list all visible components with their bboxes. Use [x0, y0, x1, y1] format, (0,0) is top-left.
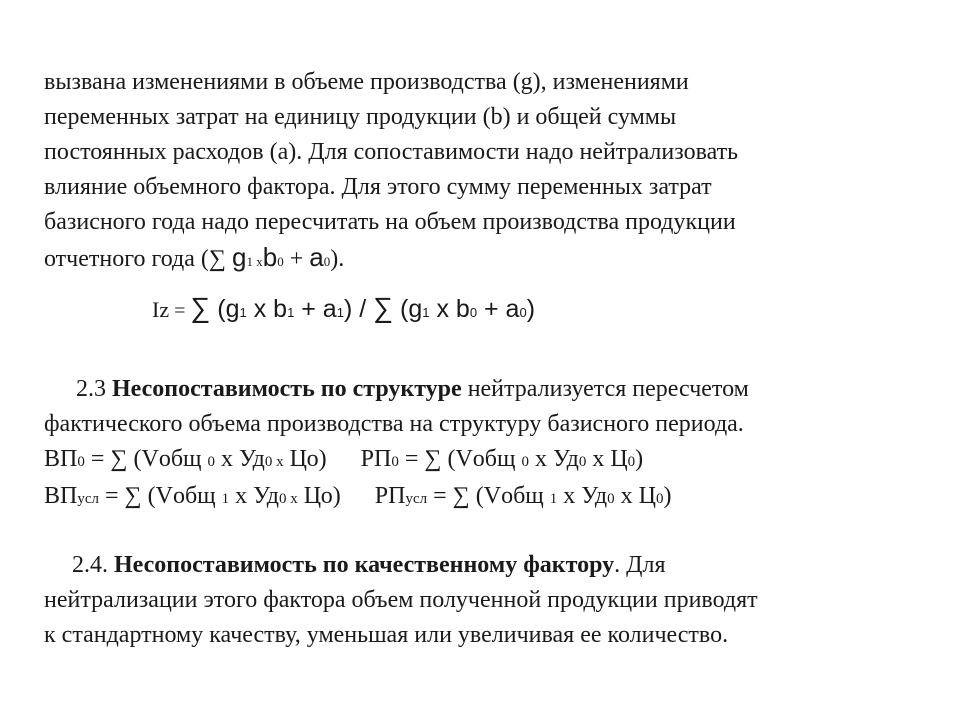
formula-term: x: [429, 295, 456, 323]
subscript: 0 х: [279, 491, 298, 507]
paragraph-line: фактического объема производства на структуру базисного периода.: [44, 411, 744, 437]
paragraph-line: влияние объемного фактора. Для этого сумму переменных затрат: [44, 174, 712, 200]
formula-term: х Ц: [614, 483, 656, 509]
section-title: Несопоставимость по качественному фактору: [114, 552, 615, 578]
formula-term: b: [273, 295, 288, 323]
text: ).: [330, 246, 345, 272]
formula-vp0-line: [44, 444, 643, 477]
formula-iz-label: Iz: [152, 297, 170, 322]
formula-term: х Уд: [215, 446, 265, 472]
formula-term: (g: [210, 295, 240, 323]
formula-term: х Уд: [229, 483, 280, 509]
subscript: 0: [607, 491, 615, 507]
formula-term: Цо): [283, 446, 327, 472]
paragraph-last-line: [44, 242, 344, 277]
formula-term: ): [343, 295, 353, 323]
subscript: 1 х: [246, 254, 263, 269]
formula-term: ): [526, 295, 536, 323]
subscript: 0: [655, 491, 664, 507]
paragraph-line: базисного года надо пересчитать на объем производства продукции: [44, 209, 736, 235]
formula-term: ВП: [44, 483, 78, 509]
formula-term: Цо): [297, 483, 341, 509]
formula-term: + a: [477, 295, 520, 323]
formula-term: х Ц: [586, 446, 628, 472]
text: отчетного года (∑: [44, 246, 232, 272]
formula-term: х Уд: [528, 446, 579, 472]
section-number: 2.4.: [72, 552, 114, 578]
subscript: 1: [422, 305, 430, 320]
formula-term: ): [663, 483, 672, 509]
subscript: 0 х: [264, 454, 284, 470]
subscript: 0: [627, 454, 636, 470]
subscript: 0: [207, 454, 216, 470]
formula-term: РП: [374, 483, 406, 509]
sum-sign: ∑: [190, 292, 211, 323]
formula-term: = ∑ (Vобщ: [84, 446, 208, 472]
plus: +: [283, 246, 310, 272]
section-number: 2.3: [76, 376, 112, 402]
subscript: 0: [469, 305, 478, 320]
section-title: Несопоставимость по структуре: [112, 376, 462, 402]
subscript: 0: [391, 454, 399, 470]
formula-term: х Уд: [557, 483, 608, 509]
text: . Для: [614, 552, 666, 578]
subscript: 1: [336, 305, 344, 320]
formula-vpusl-line: [44, 481, 671, 514]
formula-term: РП: [360, 446, 392, 472]
subscript: усл: [405, 491, 428, 507]
subscript: 0: [277, 254, 284, 269]
formula-term: = ∑ (Vобщ: [398, 446, 522, 472]
subscript: 1: [239, 305, 247, 320]
formula-term: (g: [393, 295, 423, 323]
subscript: 1: [221, 491, 230, 507]
formula-iz: [152, 293, 535, 328]
subscript: 0: [77, 454, 85, 470]
var-g: g: [232, 242, 247, 272]
subscript: усл: [77, 491, 99, 507]
paragraph-line: к стандартному качеству, уменьшая или увеличивая ее количество.: [44, 622, 729, 648]
formula-term: x: [246, 295, 274, 323]
paragraph-line: переменных затрат на единицу продукции (b) и общей суммы: [44, 104, 677, 130]
subscript: 0: [578, 454, 587, 470]
paragraph-line: постоянных расходов (a). Для сопоставимости надо нейтрализовать: [44, 139, 739, 165]
section-2-3-heading-line: [76, 374, 749, 404]
subscript: 1: [287, 305, 295, 320]
var-a: a: [309, 242, 324, 272]
division-slash: /: [352, 295, 374, 323]
sum-sign: ∑: [373, 292, 394, 323]
subscript: 0: [323, 254, 331, 269]
formula-term: ): [635, 446, 644, 472]
paragraph-line: вызвана изменениями в объеме производства (g), изменениями: [44, 69, 689, 95]
section-2-4-heading-line: [72, 550, 666, 580]
formula-term: ВП: [44, 446, 78, 472]
formula-term: + a: [294, 295, 337, 323]
formula-term: b: [455, 295, 470, 323]
subscript: 0: [521, 454, 529, 470]
formula-term: = ∑ (Vобщ: [427, 483, 550, 509]
subscript: 1: [549, 491, 558, 507]
equals: =: [169, 300, 191, 322]
formula-term: = ∑ (Vобщ: [99, 483, 222, 509]
text: нейтрализуется пересчетом: [461, 376, 749, 402]
paragraph-line: нейтрализации этого фактора объем полученной продукции приводят: [44, 587, 758, 613]
var-b: b: [262, 242, 278, 272]
subscript: 0: [519, 305, 527, 320]
